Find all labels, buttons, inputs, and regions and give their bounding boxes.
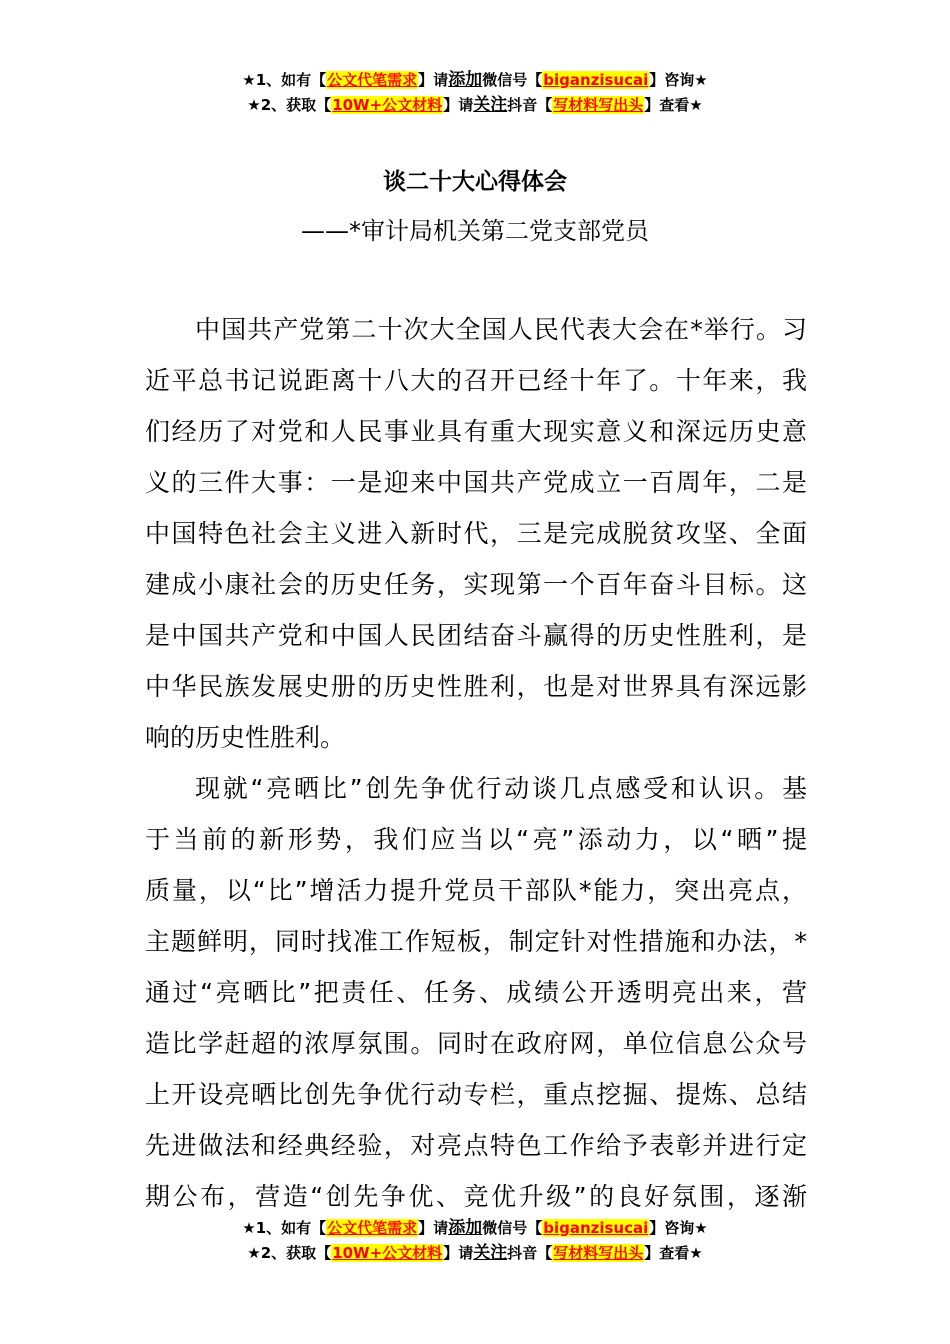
text-line: 建成小康社会的历史任务，实现第一个百年奋斗目标。这 — [145, 570, 807, 599]
footer-banner — [0, 1216, 950, 1266]
text-line: 中华民族发展史册的历史性胜利，也是对世界具有深远影 — [145, 672, 807, 701]
text-line: 们经历了对党和人民事业具有重大现实意义和深远历史意 — [145, 417, 807, 446]
text-line: 近平总书记说距离十八大的召开已经十年了。十年来，我 — [145, 366, 807, 395]
text-line: 现就“亮晒比”创先争优行动谈几点感受和认识。基 — [195, 774, 807, 803]
text-line: 上开设亮晒比创先争优行动专栏，重点挖掘、提炼、总结 — [145, 1080, 807, 1109]
text-line: 质量，以“比”增活力提升党员干部队*能力，突出亮点， — [145, 876, 807, 905]
paragraph-2 — [145, 763, 807, 1222]
highlight-service: 公文代笔需求 — [327, 1219, 418, 1237]
paragraph-1 — [145, 304, 807, 763]
highlight-service: 公文代笔需求 — [327, 71, 418, 89]
highlight-wechat-id: biganzisucai — [543, 71, 649, 89]
text-line: 响的历史性胜利。 — [145, 723, 346, 752]
header-banner — [0, 68, 950, 118]
text-line: 中国特色社会主义进入新时代，三是完成脱贫攻坚、全面 — [145, 519, 807, 548]
text-line: 造比学赶超的浓厚氛围。同时在政府网，单位信息公众号 — [145, 1029, 807, 1058]
document-body — [145, 304, 807, 1222]
banner-line-2: ★2、获取【10W+公文材料】请关注抖音【写材料写出头】查看★ — [247, 95, 703, 115]
highlight-materials: 10W+公文材料 — [332, 96, 443, 114]
document-subtitle: ——*审计局机关第二党支部党员 — [301, 217, 649, 245]
document-title: 谈二十大心得体会 — [383, 169, 567, 195]
text-line: 期公布，营造“创先争优、竞优升级”的良好氛围，逐渐 — [145, 1182, 807, 1211]
highlight-douyin-account: 写材料写出头 — [553, 96, 644, 114]
text-line: 于当前的新形势，我们应当以“亮”添动力，以“晒”提 — [145, 825, 807, 854]
highlight-douyin-account: 写材料写出头 — [553, 1244, 644, 1262]
text-line: 通过“亮晒比”把责任、任务、成绩公开透明亮出来，营 — [145, 978, 807, 1007]
text-line: 是中国共产党和中国人民团结奋斗赢得的历史性胜利，是 — [145, 621, 807, 650]
highlight-materials: 10W+公文材料 — [332, 1244, 443, 1262]
banner-line-1: ★1、如有【公文代笔需求】请添加微信号【biganzisucai】咨询★ — [242, 70, 708, 90]
text-line: 中国共产党第二十次大全国人民代表大会在*举行。习 — [195, 315, 807, 344]
text-line: 义的三件大事：一是迎来中国共产党成立一百周年，二是 — [145, 468, 807, 497]
text-line: 先进做法和经典经验，对亮点特色工作给予表彰并进行定 — [145, 1131, 807, 1160]
banner-line-1: ★1、如有【公文代笔需求】请添加微信号【biganzisucai】咨询★ — [242, 1218, 708, 1238]
text-line: 主题鲜明，同时找准工作短板，制定针对性措施和办法，* — [145, 927, 807, 956]
banner-line-2: ★2、获取【10W+公文材料】请关注抖音【写材料写出头】查看★ — [247, 1243, 703, 1263]
highlight-wechat-id: biganzisucai — [543, 1219, 649, 1237]
